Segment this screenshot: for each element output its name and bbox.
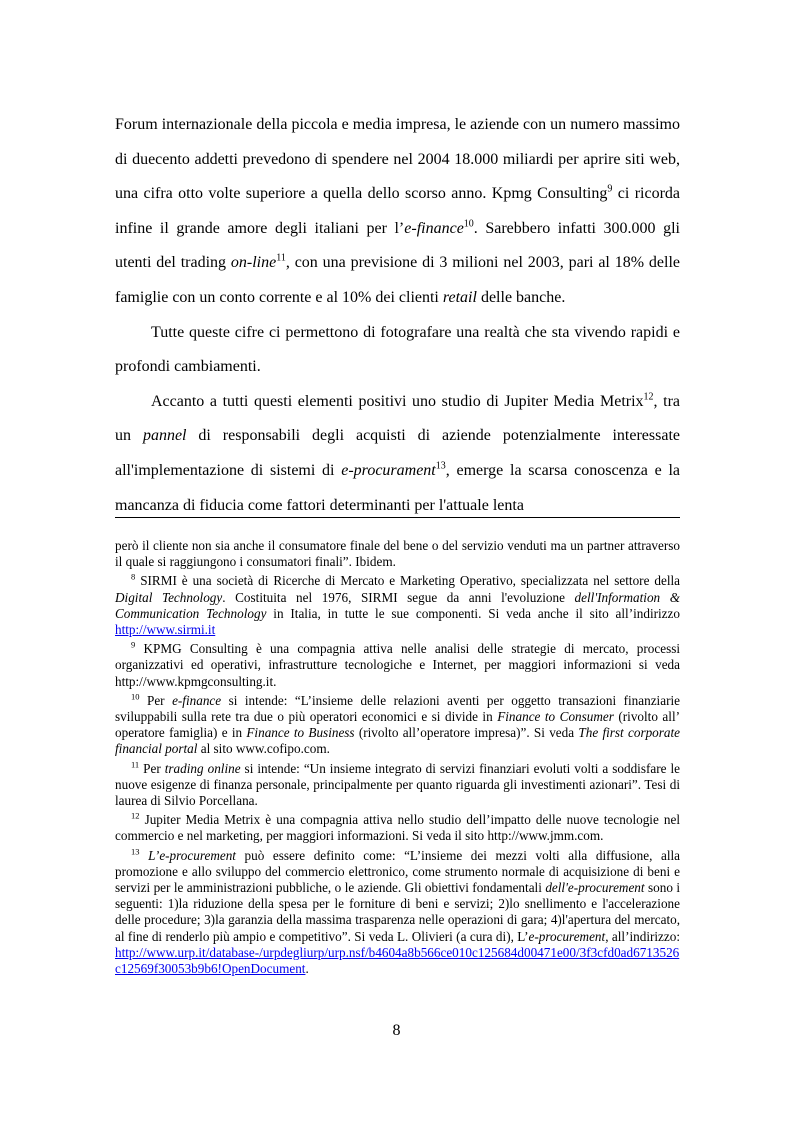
text: Forum internazionale della piccola e media impresa, le aziende con un numero massimo di duecento addetti prevedono di spendere nel 2004 18.000 miliardi per aprire siti web, una cifra otto volte superiore a quella dello scorso anno. Kpmg Consulting: [115, 116, 680, 203]
text: [140, 848, 149, 863]
text: , all’indirizzo:: [605, 928, 681, 944]
text: ci ricorda infine il grande amore degli italiani per l’: [115, 185, 680, 237]
text: . Costituita nel 1976, SIRMI segue da anni l'evoluzione: [222, 589, 575, 605]
sirmi-link[interactable]: http://www.sirmi.it: [115, 622, 216, 638]
text: può essere definito come: “L’insieme dei mezzi volti alla diffusione, alla promozione e allo sviluppo del commercio elettronico, come strumento normale di acquisizione di beni e servizi per le amministrazioni pubbliche, o le aziende. Gli obiettivi fondamentali: [115, 847, 680, 896]
footnote-ref-9[interactable]: 9: [607, 183, 613, 195]
italic-term: L’e-procurement: [148, 847, 236, 863]
footnote-8: [115, 573, 680, 638]
footnote-number: 11: [131, 759, 140, 770]
text: si intende: “Un insieme integrato di servizi finanziari evoluti volti a soddisfare le nuove esigenze di finanza personale, principalmente per quanto riguarda gli investimenti azionari”. Tesi di laurea di Silvio Porcellana.: [115, 760, 680, 809]
text: . Sarebbero infatti 300.000 gli utenti del trading: [115, 219, 680, 272]
text: Jupiter Media Metrix è una compagnia attiva nello studio dell’impatto delle nuove tecnologie nel commercio e nel marketing, per maggiori informazioni. Si veda il sito http://www.jmm.com.: [115, 812, 680, 844]
italic-term: e-procurament: [341, 461, 436, 479]
italic-term: Finance to Consumer: [497, 709, 614, 725]
text: in Italia, in tutte le sue componenti. Si veda anche il sito all’indirizzo: [266, 605, 680, 621]
paragraph-3: [115, 385, 680, 523]
paragraph-2: Tutte queste cifre ci permettono di fotografare una realtà che sta vivendo rapidi e profondi cambiamenti.: [115, 323, 680, 376]
italic-term: on-line: [230, 254, 277, 272]
text: di responsabili degli acquisti di aziende potenzialmente interessate all'implementazione di sistemi di: [115, 427, 681, 479]
footnotes: [115, 538, 680, 980]
italic-term: dell'e-procurement: [545, 880, 645, 896]
italic-term: trading online: [164, 760, 241, 776]
text: delle banche.: [476, 288, 566, 306]
text: Per: [139, 692, 173, 708]
footnote-number: 10: [131, 691, 140, 702]
footnote-separator: [115, 517, 680, 518]
page-number: 8: [392, 1022, 401, 1039]
text: , con una previsione di 3 milioni nel 2003, pari al 18% delle famiglie con un conto corrente e al 10% dei clienti: [115, 254, 680, 306]
urp-link[interactable]: http://www.urp.it/database-/urpdegliurp/urp.nsf/b4604a8b566ce010c125684d00471e00/3f3cfd0ad6713526c12569f30053b9b6!OpenDocument: [115, 944, 680, 977]
text: (rivolto all’ operatore famiglia) e in: [115, 709, 680, 741]
text: Per: [139, 760, 165, 776]
italic-term: dell'Information & Communication Technology: [115, 589, 680, 621]
body-text: [115, 108, 680, 523]
text: SIRMI è una società di Ricerche di Mercato e Marketing Operativo, specializzata nel settore della: [135, 573, 680, 589]
footnote-11: [115, 761, 680, 810]
paragraph-1: [115, 108, 680, 316]
italic-term: e-finance: [172, 692, 222, 708]
footnote-number: 9: [131, 639, 136, 650]
footnote-13: [115, 848, 680, 978]
text: si intende: “L’insieme delle relazioni aventi per oggetto transazioni finanziarie sviluppabili sulla rete tra due o più operatori economici e si divide in: [115, 692, 680, 725]
italic-term: The first corporate financial portal: [115, 725, 681, 757]
italic-term: pannel: [142, 427, 187, 445]
footnote-number: 12: [131, 810, 140, 821]
footnote-ref-12[interactable]: 12: [643, 391, 654, 403]
footnote-ref-11[interactable]: 11: [276, 253, 286, 265]
footnote-9: [115, 641, 680, 690]
text: Accanto a tutti questi elementi positivi uno studio di Jupiter Media Metrix: [151, 392, 644, 410]
footnote-ref-13[interactable]: 13: [435, 460, 446, 472]
text: .: [305, 961, 309, 977]
text: , tra un: [115, 392, 681, 445]
footnote-number: 8: [131, 572, 136, 583]
text: , emerge la scarsa conoscenza e la mancanza di fiducia come fattori determinanti per l'attuale lenta: [115, 461, 680, 514]
footnote-continuation: però il cliente non sia anche il consumatore finale del bene o del servizio venduti ma un partner attraverso il quale si raggiungono i consumatori finali”. Ibidem.: [115, 538, 680, 570]
footnote-number: 13: [131, 846, 140, 857]
footnote-10: [115, 693, 680, 758]
text: (rivolto all’operatore impresa)”. Si veda: [354, 725, 579, 741]
italic-term: Finance to Business: [246, 725, 355, 741]
italic-term: Digital Technology: [115, 589, 223, 605]
footnote-12: [115, 812, 680, 844]
footnote-ref-10[interactable]: 10: [463, 218, 474, 230]
text: al sito www.cofipo.com.: [197, 741, 330, 757]
italic-term: e-finance: [404, 219, 464, 237]
text: sono i seguenti: 1)la riduzione della spesa per le forniture di beni e servizi; 2)lo snellimento e l'accelerazione delle procedure; 3)la garanzia della massima trasparenza nelle operazioni di gara; 4)l'apertura del mercato, al fine di renderlo più ampio e competitivo”. Si veda L. Olivieri (a cura di), L’: [115, 880, 681, 944]
text: KPMG Consulting è una compagnia attiva nelle analisi delle strategie di mercato, processi organizzativi ed operativi, infrastrutture tecnologiche e Internet, per maggiori informazioni si veda http://www.kpmgconsulting.it.: [115, 641, 680, 689]
italic-term: retail: [442, 288, 477, 306]
italic-term: e-procurement: [528, 928, 606, 944]
